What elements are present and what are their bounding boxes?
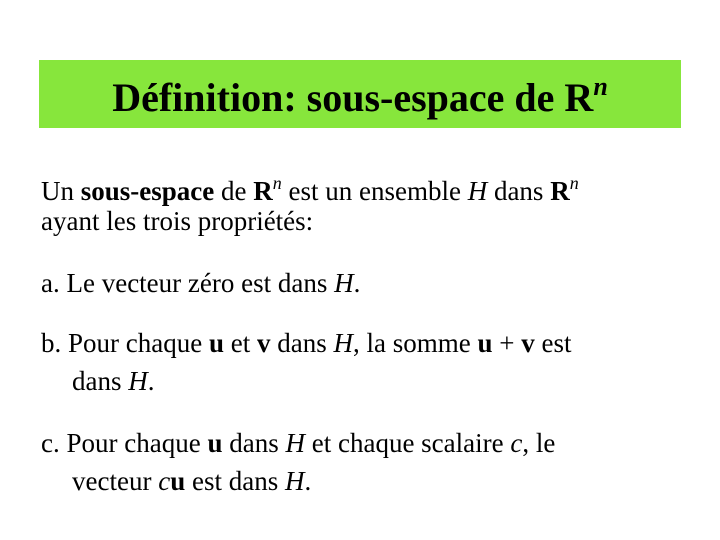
property-b-line-1	[41, 324, 691, 362]
rn-exponent: n	[569, 173, 579, 193]
variable-h: H	[334, 268, 354, 298]
vector-u: u	[208, 328, 224, 358]
vector-u: u	[477, 328, 493, 358]
property-text: .	[147, 366, 155, 396]
rn-symbol: R	[253, 176, 273, 206]
definition-text: dans	[487, 176, 551, 206]
plus-sign: +	[492, 328, 522, 358]
slide-title-superscript: n	[593, 72, 608, 101]
property-text: .	[304, 466, 312, 496]
property-text: est dans	[185, 466, 285, 496]
property-c	[41, 424, 691, 500]
scalar-c: c	[510, 428, 523, 458]
property-c-line-2	[41, 462, 691, 500]
property-text: , la somme	[353, 328, 478, 358]
property-text: .	[353, 268, 361, 298]
property-text: vecteur	[72, 466, 159, 496]
definition-paragraph	[41, 164, 691, 240]
variable-h: H	[333, 328, 353, 358]
property-text: et chaque scalaire	[304, 428, 511, 458]
definition-line-1	[41, 164, 691, 206]
property-text: a. Le vecteur zéro est dans	[41, 268, 335, 298]
definition-line-2: ayant les trois propriétés:	[41, 206, 314, 236]
property-a	[41, 264, 691, 302]
variable-h: H	[128, 366, 148, 396]
property-text: dans	[270, 328, 334, 358]
vector-u: u	[207, 428, 223, 458]
slide-title-text: Définition: sous-espace de R	[112, 75, 594, 120]
property-text: et	[224, 328, 257, 358]
title-banner	[39, 60, 681, 128]
property-text: b. Pour chaque	[41, 328, 209, 358]
property-text: dans	[222, 428, 286, 458]
property-text: est	[534, 328, 572, 358]
property-text: , le	[522, 428, 556, 458]
vector-u: u	[170, 466, 186, 496]
rn-symbol: R	[550, 176, 570, 206]
property-text: c. Pour chaque	[41, 428, 208, 458]
property-b-line-2	[41, 362, 691, 400]
property-a-line-1	[41, 264, 691, 302]
rn-exponent: n	[272, 173, 282, 193]
variable-h: H	[467, 176, 488, 206]
vector-v: v	[257, 328, 271, 358]
property-text: dans	[72, 366, 129, 396]
definition-text: de	[214, 176, 254, 206]
vector-v: v	[521, 328, 535, 358]
property-b	[41, 324, 691, 400]
variable-h: H	[284, 466, 305, 496]
scalar-c: c	[158, 466, 171, 496]
definition-text: Un	[41, 176, 81, 206]
slide-title	[112, 74, 608, 118]
variable-h: H	[285, 428, 305, 458]
term-sous-espace: sous-espace	[80, 176, 215, 206]
property-c-line-1	[41, 424, 691, 462]
definition-text: est un ensemble	[281, 176, 468, 206]
